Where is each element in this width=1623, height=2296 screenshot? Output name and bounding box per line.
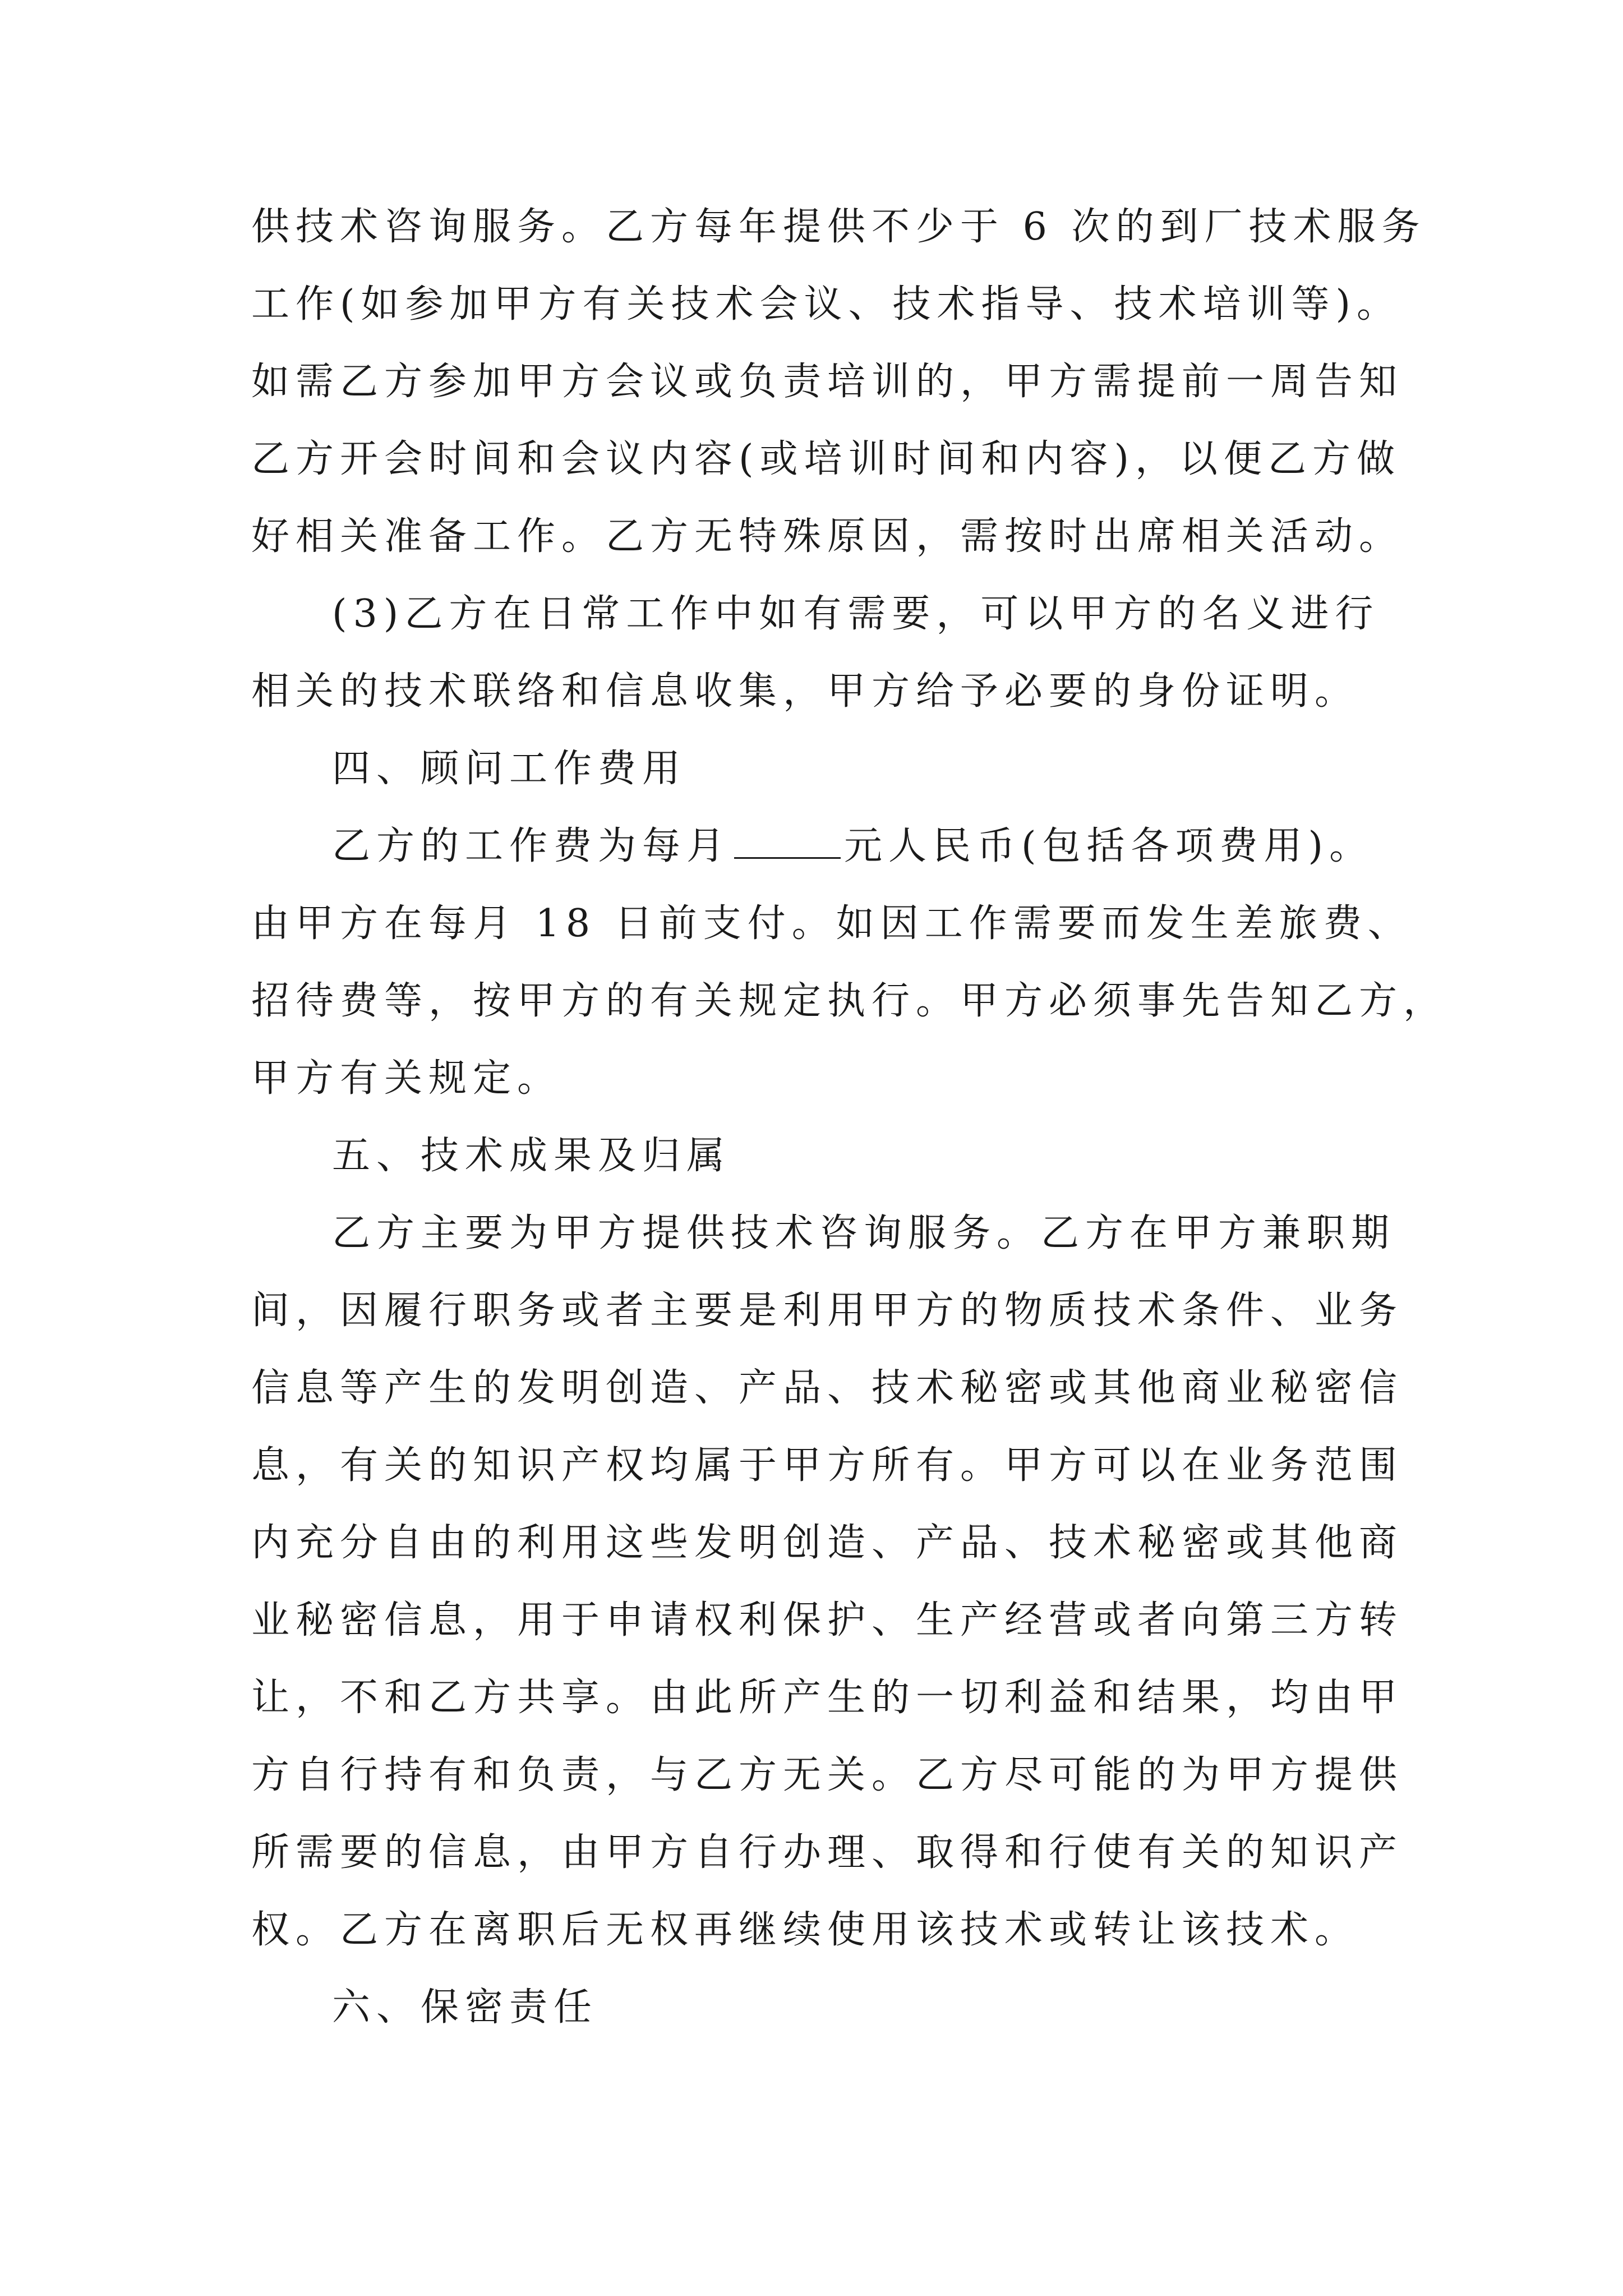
text-line: 间，因履行职务或者主要是利用甲方的物质技术条件、业务 <box>251 1289 1404 1333</box>
fee-text-after: 元人民币(包括各项费用)。 <box>844 824 1374 868</box>
text-line: 招待费等，按甲方的有关规定执行。甲方必须事先告知乙方， <box>251 979 1448 1023</box>
paragraph-3-start: (3)乙方在日常工作中如有需要，可以甲方的名义进行 <box>332 592 1380 636</box>
text-line: 所需要的信息，由甲方自行办理、取得和行使有关的知识产 <box>251 1830 1404 1875</box>
text-line: 让，不和乙方共享。由此所产生的一切利益和结果，均由甲 <box>251 1676 1404 1720</box>
text-line: 息，有关的知识产权均属于甲方所有。甲方可以在业务范围 <box>251 1443 1404 1488</box>
fee-amount-blank[interactable] <box>734 825 841 859</box>
section-heading-ownership: 五、技术成果及归属 <box>332 1134 731 1178</box>
text-line: 权。乙方在离职后无权再继续使用该技术或转让该技术。 <box>251 1908 1359 1952</box>
text-line: 由甲方在每月 18 日前支付。如因工作需要而发生差旅费、 <box>251 901 1412 946</box>
text-line: 乙方开会时间和会议内容(或培训时间和内容)，以便乙方做 <box>251 437 1401 481</box>
document-page <box>251 188 1448 2046</box>
fee-line <box>251 808 1378 885</box>
text-line: 如需乙方参加甲方会议或负责培训的，甲方需提前一周告知 <box>251 360 1404 404</box>
text-line: 工作(如参加甲方有关技术会议、技术指导、技术培训等)。 <box>251 282 1401 326</box>
text-line: 甲方有关规定。 <box>251 1056 562 1101</box>
paragraph-ownership-start: 乙方主要为甲方提供技术咨询服务。乙方在甲方兼职期 <box>332 1211 1396 1255</box>
text-line: 相关的技术联络和信息收集，甲方给予必要的身份证明。 <box>251 669 1359 714</box>
section-heading-fees: 四、顾问工作费用 <box>332 747 687 791</box>
text-line: 内充分自由的利用这些发明创造、产品、技术秘密或其他商 <box>251 1521 1404 1565</box>
text-line: 供技术咨询服务。乙方每年提供不少于 6 次的到厂技术服务 <box>251 205 1426 249</box>
fee-text-before: 乙方的工作费为每月 <box>332 824 731 868</box>
section-heading-confidentiality: 六、保密责任 <box>332 1985 598 2030</box>
text-line: 信息等产生的发明创造、产品、技术秘密或其他商业秘密信 <box>251 1366 1404 1410</box>
text-line: 业秘密信息，用于申请权利保护、生产经营或者向第三方转 <box>251 1598 1404 1642</box>
text-line: 好相关准备工作。乙方无特殊原因，需按时出席相关活动。 <box>251 514 1404 559</box>
text-line: 方自行持有和负责，与乙方无关。乙方尽可能的为甲方提供 <box>251 1753 1404 1797</box>
